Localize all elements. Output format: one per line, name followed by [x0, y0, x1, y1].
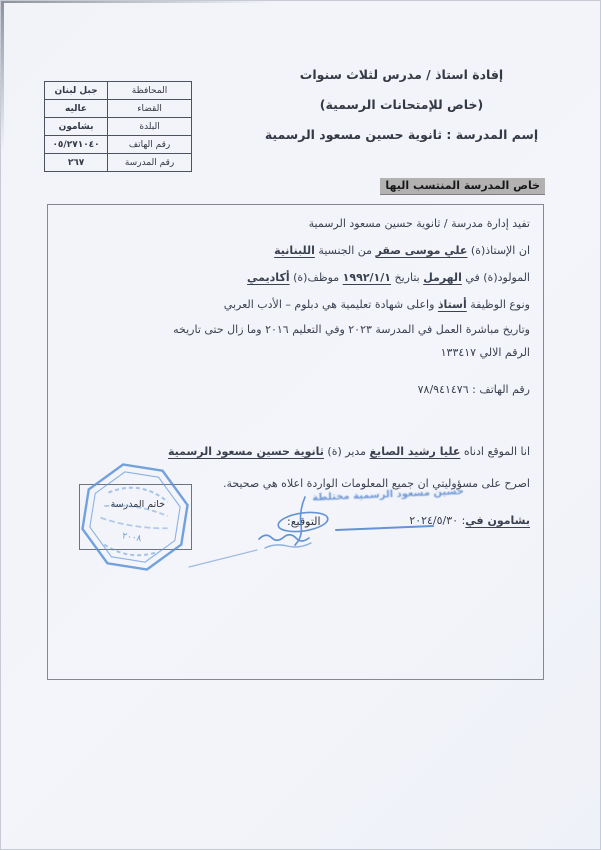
handwritten-signature	[181, 481, 461, 581]
document-subtitle: (خاص للإمتحانات الرسمية)	[319, 97, 484, 112]
date-place: بشامون في	[465, 514, 530, 527]
text-fragment: المولود(ة) في	[461, 271, 530, 284]
district-label: القضاء	[108, 100, 192, 118]
birth-date: ١٩٩٢/١/١	[342, 271, 391, 284]
text-fragment: بتاريخ	[391, 271, 424, 284]
school-number-value: ٢٦٧	[45, 154, 108, 172]
body-line-principal	[168, 445, 530, 458]
section-header: خاص المدرسة المنتسب اليها	[380, 178, 545, 194]
stamp-box-label: خاتم المدرسة	[110, 499, 165, 510]
text-fragment: مدير (ة)	[323, 445, 370, 458]
body-line-birth	[247, 271, 530, 284]
table-row	[45, 100, 192, 118]
town-label: البلدة	[108, 118, 192, 136]
body-line-declaration: اصرح على مسؤوليتي ان جميع المعلومات الواردة اعلاه هي صحيحة.	[222, 477, 530, 490]
table-row	[45, 154, 192, 172]
school-info-table	[44, 81, 192, 172]
school-name-line: إسم المدرسة : ثانوية حسين مسعود الرسمية	[264, 127, 539, 142]
body-line-certify: تفيد إدارة مدرسة / ثانوية حسين مسعود الرسمية	[308, 217, 530, 230]
table-row	[45, 136, 192, 154]
ink-stamp-school-name: حسين مسعود الرسمية مختلطة	[312, 485, 465, 504]
teacher-name: علي موسى صقر	[375, 244, 468, 257]
school-number-label: رقم المدرسة	[108, 154, 192, 172]
table-row	[45, 82, 192, 100]
governorate-value: جبل لبنان	[45, 82, 108, 100]
birth-place: الهرمل	[423, 271, 462, 284]
school-octagon-stamp-icon	[75, 463, 195, 575]
body-line-job	[224, 298, 530, 311]
scan-edge-artifact	[1, 1, 4, 151]
body-line-auto-number: الرقم الالي ١٣٣٤١٧	[440, 346, 530, 359]
body-line-teacher	[274, 244, 530, 257]
body-line-phone: رقم الهاتف : ٧٨/٩٤١٤٧٦	[417, 383, 530, 396]
table-row	[45, 118, 192, 136]
document-title: إفادة استاذ / مدرس لثلاث سنوات	[299, 67, 504, 82]
certificate-body-box	[47, 204, 544, 680]
school-name: ثانوية حسين مسعود الرسمية	[167, 445, 324, 458]
town-value: بشامون	[45, 118, 108, 136]
text-fragment: ان الإستاذ(ة)	[467, 244, 530, 257]
scan-edge-artifact	[1, 1, 271, 3]
job-title: أستاذ	[437, 298, 467, 311]
governorate-label: المحافظة	[108, 82, 192, 100]
nationality: اللبنانية	[274, 244, 315, 257]
text-fragment: موظف(ة)	[289, 271, 343, 284]
date-value: : ٢٠٢٤/٥/٣٠	[409, 514, 466, 527]
body-line-start-dates: وتاريخ مباشرة العمل في المدرسة ٢٠٢٣ وفي التعليم ٢٠١٦ وما زال حتى تاريخه	[173, 323, 530, 336]
stamp-year: ٢٠٠٨	[121, 531, 143, 545]
text-fragment: من الجنسية	[314, 244, 376, 257]
employee-type: أكاديمي	[247, 271, 290, 284]
district-value: عاليه	[45, 100, 108, 118]
signature-label: التوقيع:	[287, 515, 321, 528]
principal-name: عليا رشيد الصايغ	[369, 445, 461, 458]
phone-value: ٠٥/٢٧١٠٤٠	[45, 136, 108, 154]
text-fragment: انا الموقع ادناه	[460, 445, 530, 458]
text-fragment: ونوع الوظيفة	[466, 298, 530, 311]
phone-label: رقم الهاتف	[108, 136, 192, 154]
text-fragment: واعلى شهادة تعليمية هي دبلوم – الأدب العربي	[223, 298, 438, 311]
document-title-block	[229, 67, 574, 157]
